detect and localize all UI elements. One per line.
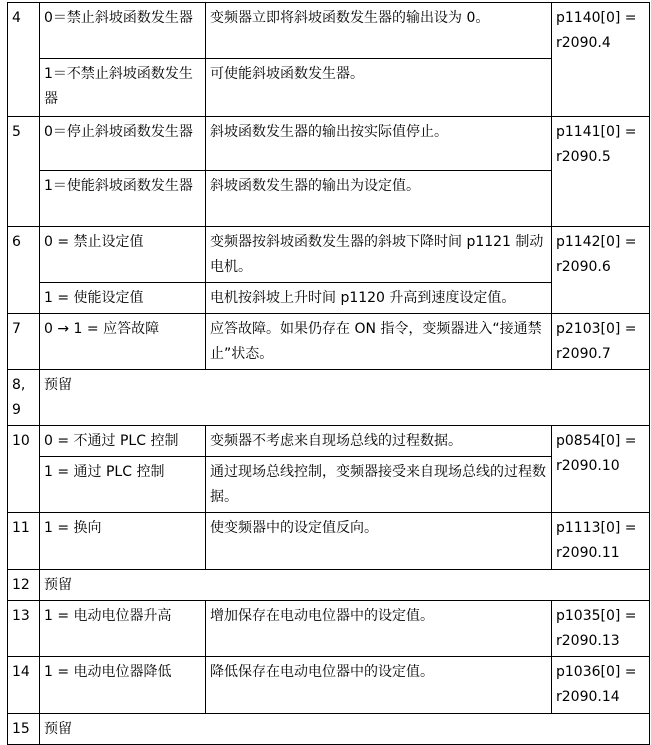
signal-description: 电机按斜坡上升时间 p1120 升高到速度设定值。 [206,283,552,314]
signal-state: 0 = 禁止设定值 [40,227,206,283]
signal-description: 变频器不考虑来自现场总线的过程数据。 [206,426,552,457]
parameter-link: p1035[0] = r2090.13 [552,601,650,657]
signal-state: 0＝禁止斜坡函数发生器 [40,3,206,59]
control-word-bit-table [7,2,650,745]
table-row [8,513,650,570]
bit-number: 8, 9 [8,370,40,426]
parameter-link: p1140[0] = r2090.4 [552,3,650,117]
signal-description: 可使能斜坡函数发生器。 [206,59,552,117]
signal-state: 1 = 电动电位器降低 [40,657,206,714]
reserved-label: 预留 [40,714,650,745]
signal-description: 使变频器中的设定值反向。 [206,513,552,570]
table-row [8,657,650,714]
bit-number: 7 [8,314,40,370]
table-row [8,227,650,283]
reserved-label: 预留 [40,570,650,601]
signal-state: 1 = 通过 PLC 控制 [40,457,206,513]
bit-number: 4 [8,3,40,117]
bit-number: 12 [8,570,40,601]
bit-number: 13 [8,601,40,657]
bit-number: 14 [8,657,40,714]
table-row [8,714,650,745]
signal-state: 0 → 1 = 应答故障 [40,314,206,370]
table-row [8,426,650,457]
parameter-link: p1141[0] = r2090.5 [552,117,650,227]
signal-description: 通过现场总线控制，变频器接受来自现场总线的过程数据。 [206,457,552,513]
bit-number: 5 [8,117,40,227]
signal-description: 变频器按斜坡函数发生器的斜坡下降时间 p1121 制动电机。 [206,227,552,283]
bit-number: 15 [8,714,40,745]
signal-description: 变频器立即将斜坡函数发生器的输出设为 0。 [206,3,552,59]
signal-state: 1＝使能斜坡函数发生器 [40,171,206,227]
reserved-label: 预留 [40,370,650,426]
parameter-link: p1036[0] = r2090.14 [552,657,650,714]
signal-description: 增加保存在电动电位器中的设定值。 [206,601,552,657]
signal-description: 斜坡函数发生器的输出按实际值停止。 [206,117,552,171]
signal-state: 1 = 使能设定值 [40,283,206,314]
bit-number: 11 [8,513,40,570]
parameter-link: p0854[0] = r2090.10 [552,426,650,513]
table-row [8,601,650,657]
table-row [8,370,650,426]
bit-number: 10 [8,426,40,513]
signal-state: 1＝不禁止斜坡函数发生器 [40,59,206,117]
signal-description: 应答故障。如果仍存在 ON 指令，变频器进入“接通禁止”状态。 [206,314,552,370]
signal-description: 降低保存在电动电位器中的设定值。 [206,657,552,714]
parameter-link: p1113[0] = r2090.11 [552,513,650,570]
signal-state: 0 = 不通过 PLC 控制 [40,426,206,457]
signal-state: 1 = 电动电位器升高 [40,601,206,657]
parameter-link: p1142[0] = r2090.6 [552,227,650,314]
table-row [8,3,650,59]
table-row [8,314,650,370]
signal-description: 斜坡函数发生器的输出为设定值。 [206,171,552,227]
signal-state: 0＝停止斜坡函数发生器 [40,117,206,171]
signal-state: 1 = 换向 [40,513,206,570]
table-row [8,570,650,601]
bit-number: 6 [8,227,40,314]
parameter-link: p2103[0] = r2090.7 [552,314,650,370]
table-row [8,117,650,171]
